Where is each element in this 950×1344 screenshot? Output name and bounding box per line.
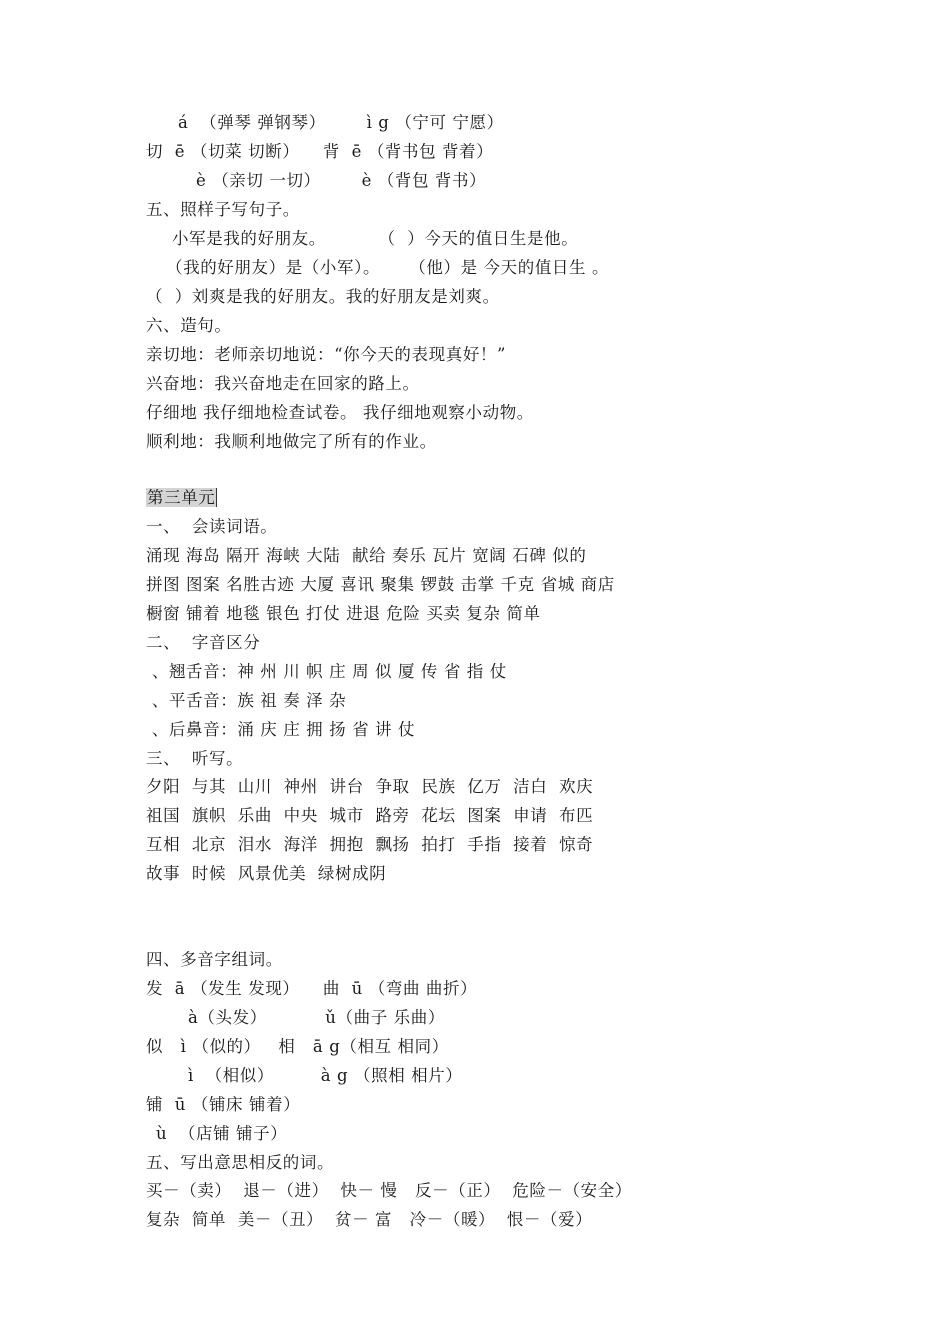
text-line: 仔细地 我仔细地检查试卷。 我仔细地观察小动物。	[146, 403, 534, 422]
text-line: à（头发） ǔ（曲子 乐曲）	[188, 1008, 445, 1027]
text-line: 似 ì （似的） 相 ā g（相互 相同）	[146, 1037, 449, 1056]
text-line: 祖国 旗帜 乐曲 中央 城市 路旁 花坛 图案 申请 布匹	[146, 806, 594, 825]
text-line: 一、 会读词语。	[146, 517, 278, 536]
text-line: 涌现 海岛 隔开 海峡 大陆 献给 奏乐 瓦片 宽阔 石碑 似的	[146, 546, 587, 565]
highlighted-heading-text: 第三单元	[147, 488, 216, 507]
text-line: 、平舌音：族 祖 奏 泽 杂	[146, 691, 347, 710]
text-line: ì （相似） à g （照相 相片）	[188, 1066, 463, 1085]
text-line: 复杂 简单 美－（丑） 贫－ 富 冷－（暖） 恨－（爱）	[146, 1210, 593, 1229]
text-line: 小军是我的好朋友。 （ ）今天的值日生是他。	[172, 229, 579, 248]
text-line: 发 ā （发生 发现） 曲 ū （弯曲 曲折）	[146, 979, 478, 998]
text-line: 三、 听写。	[146, 749, 244, 768]
text-line: á （弹琴 弹钢琴） ì g （宁可 宁愿）	[178, 113, 504, 132]
text-line: （我的好朋友）是（小军）。 （他）是 今天的值日生 。	[166, 258, 610, 277]
text-line: 故事 时候 风景优美 绿树成阴	[146, 864, 387, 883]
text-line: 、后鼻音：涌 庆 庄 拥 扬 省 讲 仗	[146, 720, 416, 739]
text-line: （ ）刘爽是我的好朋友。我的好朋友是刘爽。	[146, 287, 500, 306]
text-line: 拼图 图案 名胜古迹 大厦 喜讯 聚集 锣鼓 击掌 千克 省城 商店	[146, 575, 615, 594]
text-line: 橱窗 铺着 地毯 银色 打仗 进退 危险 买卖 复杂 简单	[146, 604, 541, 623]
text-line: 五、写出意思相反的词。	[146, 1153, 335, 1172]
text-line: 五、照样子写句子。	[146, 200, 300, 219]
text-line: 亲切地：老师亲切地说：“你今天的表现真好！”	[146, 345, 507, 364]
text-line: 夕阳 与其 山川 神州 讲台 争取 民族 亿万 洁白 欢庆	[146, 777, 594, 796]
text-line: 兴奋地：我兴奋地走在回家的路上。	[146, 374, 420, 393]
text-line: 二、 字音区分	[146, 633, 261, 652]
text-line: 六、造句。	[146, 316, 232, 335]
text-line: 互相 北京 泪水 海洋 拥抱 飘扬 拍打 手指 接着 惊奇	[146, 835, 594, 854]
text-line: 买－（卖） 退－（进） 快－ 慢 反－（正） 危险－（安全）	[146, 1181, 632, 1200]
text-line: 顺利地：我顺利地做完了所有的作业。	[146, 432, 437, 451]
text-line: 切 ē （切菜 切断） 背 ē （背书包 背着）	[146, 142, 494, 161]
text-line: 、翘舌音：神 州 川 帜 庄 周 似 厦 传 省 指 仗	[146, 662, 507, 681]
text-line: 四、多音字组词。	[146, 950, 283, 969]
text-line: 铺 ū （铺床 铺着）	[146, 1095, 301, 1114]
section-heading	[146, 484, 217, 512]
text-line: ù （店铺 铺子）	[156, 1124, 288, 1143]
text-line: è （亲切 一切） è （背包 背书）	[196, 171, 487, 190]
